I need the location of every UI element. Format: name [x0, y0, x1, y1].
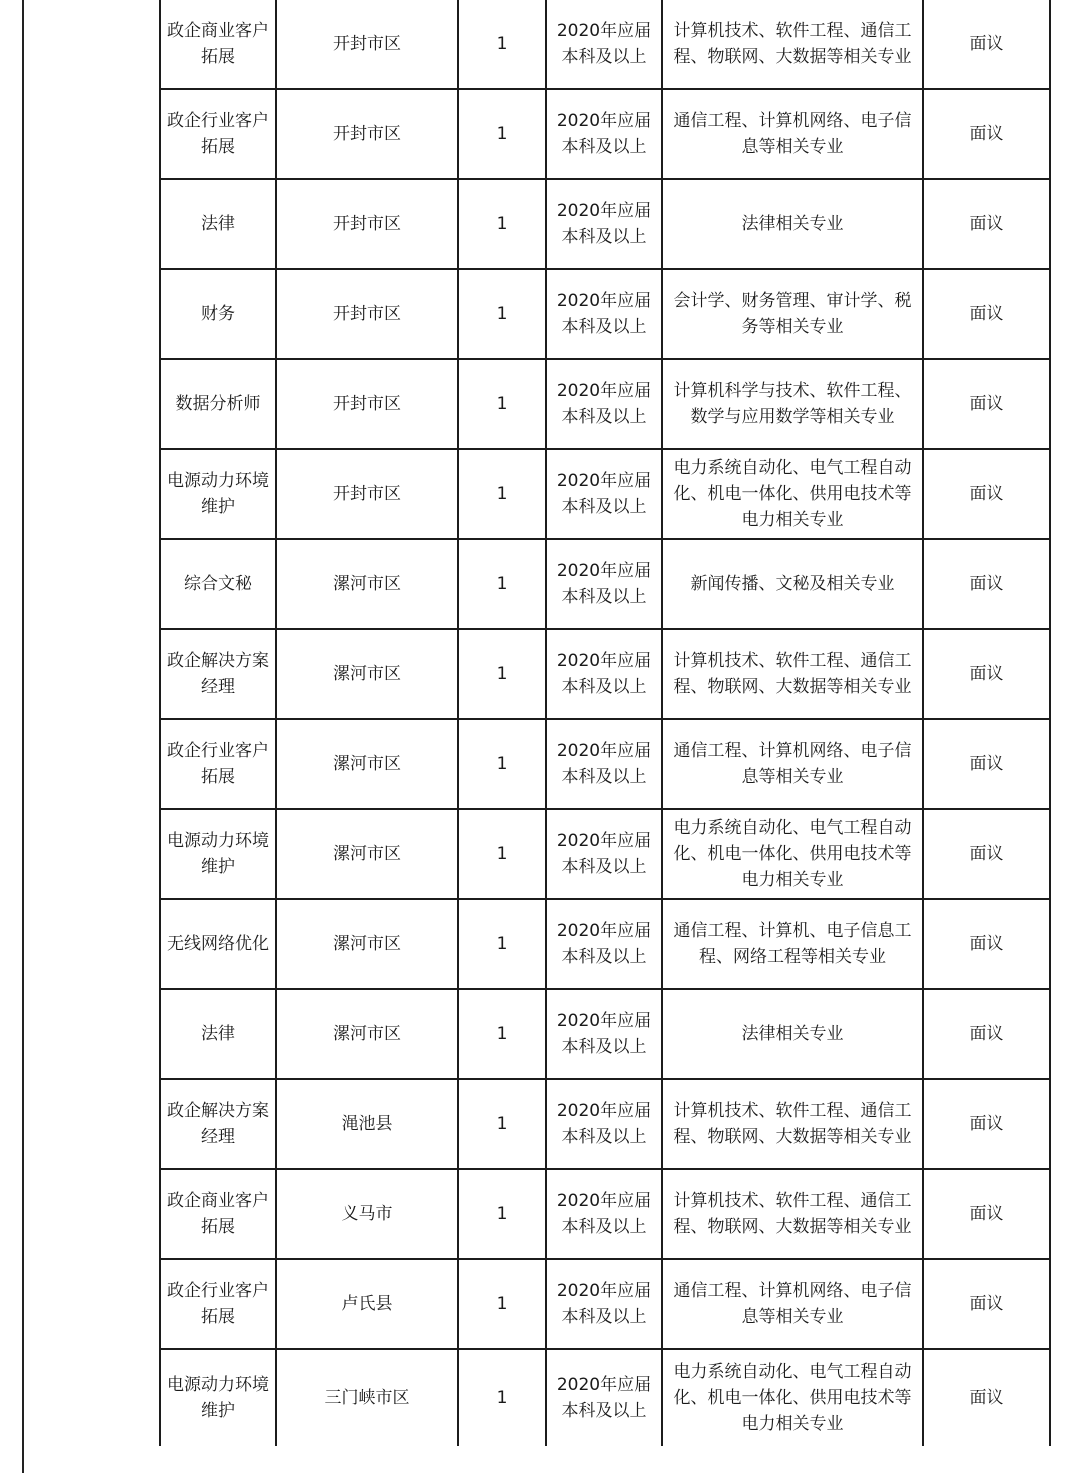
- cell-education: 2020年应届本科及以上: [546, 179, 662, 269]
- cell-major: 电力系统自动化、电气工程自动化、机电一体化、供用电技术等电力相关专业: [662, 449, 923, 539]
- cell-major: 计算机科学与技术、软件工程、数学与应用数学等相关专业: [662, 359, 923, 449]
- table-row: [160, 899, 1050, 989]
- cell-education: 2020年应届本科及以上: [546, 629, 662, 719]
- table-row: [160, 809, 1050, 899]
- recruitment-table: [159, 0, 1051, 1446]
- cell-location: 渑池县: [276, 1079, 458, 1169]
- cell-location: 漯河市区: [276, 899, 458, 989]
- cell-major: 电力系统自动化、电气工程自动化、机电一体化、供用电技术等电力相关专业: [662, 809, 923, 899]
- table-row: [160, 539, 1050, 629]
- cell-salary: 面议: [923, 539, 1050, 629]
- cell-headcount: 1: [458, 809, 546, 899]
- cell-major: 新闻传播、文秘及相关专业: [662, 539, 923, 629]
- left-border-rule: [22, 0, 24, 1473]
- cell-position: 政企商业客户拓展: [160, 0, 276, 89]
- cell-location: 开封市区: [276, 179, 458, 269]
- cell-position: 法律: [160, 989, 276, 1079]
- cell-education: 2020年应届本科及以上: [546, 809, 662, 899]
- cell-salary: 面议: [923, 359, 1050, 449]
- cell-location: 开封市区: [276, 269, 458, 359]
- cell-position: 政企解决方案经理: [160, 1079, 276, 1169]
- cell-position: 法律: [160, 179, 276, 269]
- cell-salary: 面议: [923, 449, 1050, 539]
- cell-position: 财务: [160, 269, 276, 359]
- table-row: [160, 1079, 1050, 1169]
- cell-salary: 面议: [923, 989, 1050, 1079]
- cell-major: 通信工程、计算机网络、电子信息等相关专业: [662, 719, 923, 809]
- table-row: [160, 989, 1050, 1079]
- cell-position: 政企行业客户拓展: [160, 89, 276, 179]
- cell-headcount: 1: [458, 1259, 546, 1349]
- cell-salary: 面议: [923, 1079, 1050, 1169]
- cell-position: 综合文秘: [160, 539, 276, 629]
- cell-major: 会计学、财务管理、审计学、税务等相关专业: [662, 269, 923, 359]
- cell-major: 计算机技术、软件工程、通信工程、物联网、大数据等相关专业: [662, 629, 923, 719]
- cell-location: 开封市区: [276, 449, 458, 539]
- cell-location: 开封市区: [276, 89, 458, 179]
- cell-education: 2020年应届本科及以上: [546, 1349, 662, 1446]
- cell-location: 漯河市区: [276, 539, 458, 629]
- table-row: [160, 719, 1050, 809]
- table-row: [160, 1259, 1050, 1349]
- cell-location: 漯河市区: [276, 989, 458, 1079]
- cell-education: 2020年应届本科及以上: [546, 1169, 662, 1259]
- cell-position: 电源动力环境维护: [160, 449, 276, 539]
- cell-major: 计算机技术、软件工程、通信工程、物联网、大数据等相关专业: [662, 1079, 923, 1169]
- cell-headcount: 1: [458, 1169, 546, 1259]
- cell-salary: 面议: [923, 809, 1050, 899]
- cell-education: 2020年应届本科及以上: [546, 449, 662, 539]
- cell-major: 计算机技术、软件工程、通信工程、物联网、大数据等相关专业: [662, 0, 923, 89]
- cell-salary: 面议: [923, 1259, 1050, 1349]
- cell-salary: 面议: [923, 269, 1050, 359]
- cell-headcount: 1: [458, 0, 546, 89]
- cell-headcount: 1: [458, 449, 546, 539]
- cell-education: 2020年应届本科及以上: [546, 719, 662, 809]
- cell-education: 2020年应届本科及以上: [546, 539, 662, 629]
- table-row: [160, 359, 1050, 449]
- cell-education: 2020年应届本科及以上: [546, 0, 662, 89]
- cell-education: 2020年应届本科及以上: [546, 359, 662, 449]
- cell-headcount: 1: [458, 899, 546, 989]
- cell-salary: 面议: [923, 89, 1050, 179]
- cell-position: 电源动力环境维护: [160, 1349, 276, 1446]
- cell-headcount: 1: [458, 719, 546, 809]
- cell-education: 2020年应届本科及以上: [546, 1079, 662, 1169]
- cell-salary: 面议: [923, 1349, 1050, 1446]
- cell-headcount: 1: [458, 539, 546, 629]
- cell-major: 法律相关专业: [662, 989, 923, 1079]
- cell-education: 2020年应届本科及以上: [546, 89, 662, 179]
- cell-education: 2020年应届本科及以上: [546, 1259, 662, 1349]
- cell-position: 政企行业客户拓展: [160, 719, 276, 809]
- cell-position: 无线网络优化: [160, 899, 276, 989]
- cell-salary: 面议: [923, 0, 1050, 89]
- cell-headcount: 1: [458, 1349, 546, 1446]
- table-row: [160, 1349, 1050, 1446]
- cell-salary: 面议: [923, 719, 1050, 809]
- cell-salary: 面议: [923, 629, 1050, 719]
- cell-major: 通信工程、计算机网络、电子信息等相关专业: [662, 1259, 923, 1349]
- cell-education: 2020年应届本科及以上: [546, 899, 662, 989]
- cell-location: 三门峡市区: [276, 1349, 458, 1446]
- cell-location: 卢氏县: [276, 1259, 458, 1349]
- cell-education: 2020年应届本科及以上: [546, 989, 662, 1079]
- cell-headcount: 1: [458, 1079, 546, 1169]
- table-row: [160, 449, 1050, 539]
- cell-salary: 面议: [923, 179, 1050, 269]
- cell-headcount: 1: [458, 269, 546, 359]
- cell-headcount: 1: [458, 179, 546, 269]
- cell-location: 义马市: [276, 1169, 458, 1259]
- cell-location: 开封市区: [276, 359, 458, 449]
- table-row: [160, 1169, 1050, 1259]
- cell-location: 漯河市区: [276, 719, 458, 809]
- cell-position: 政企解决方案经理: [160, 629, 276, 719]
- cell-headcount: 1: [458, 359, 546, 449]
- table-row: [160, 269, 1050, 359]
- cell-position: 政企行业客户拓展: [160, 1259, 276, 1349]
- table-row: [160, 89, 1050, 179]
- cell-salary: 面议: [923, 1169, 1050, 1259]
- cell-major: 通信工程、计算机网络、电子信息等相关专业: [662, 89, 923, 179]
- cell-position: 政企商业客户拓展: [160, 1169, 276, 1259]
- cell-major: 电力系统自动化、电气工程自动化、机电一体化、供用电技术等电力相关专业: [662, 1349, 923, 1446]
- cell-position: 电源动力环境维护: [160, 809, 276, 899]
- cell-headcount: 1: [458, 89, 546, 179]
- cell-major: 计算机技术、软件工程、通信工程、物联网、大数据等相关专业: [662, 1169, 923, 1259]
- cell-salary: 面议: [923, 899, 1050, 989]
- cell-education: 2020年应届本科及以上: [546, 269, 662, 359]
- cell-headcount: 1: [458, 989, 546, 1079]
- cell-location: 开封市区: [276, 0, 458, 89]
- cell-position: 数据分析师: [160, 359, 276, 449]
- table-body: [160, 0, 1050, 1446]
- cell-headcount: 1: [458, 629, 546, 719]
- cell-major: 通信工程、计算机、电子信息工程、网络工程等相关专业: [662, 899, 923, 989]
- table-row: [160, 0, 1050, 89]
- table-row: [160, 629, 1050, 719]
- cell-location: 漯河市区: [276, 809, 458, 899]
- table-row: [160, 179, 1050, 269]
- cell-location: 漯河市区: [276, 629, 458, 719]
- cell-major: 法律相关专业: [662, 179, 923, 269]
